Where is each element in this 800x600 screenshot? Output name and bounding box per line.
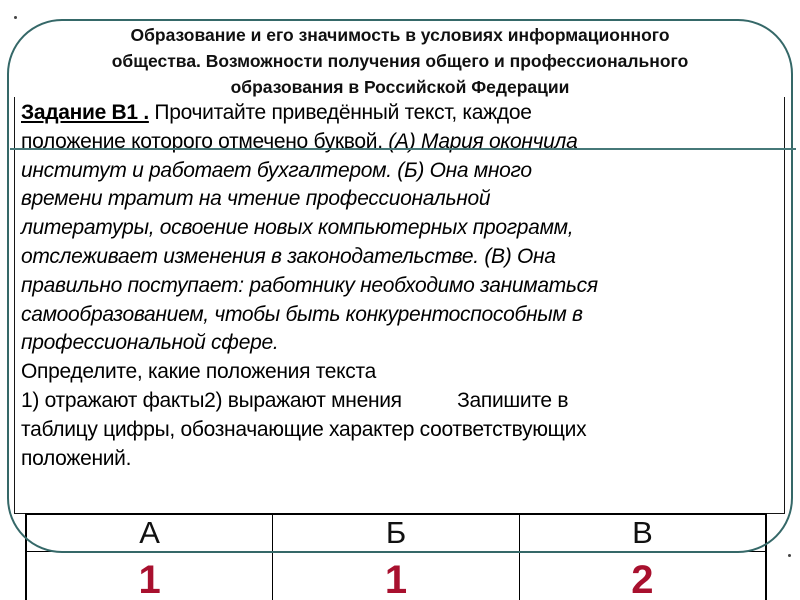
answer-table-header-cell: Б — [273, 514, 520, 552]
task-text-segment: Определите, какие положения текста — [21, 360, 376, 384]
task-text-line — [21, 358, 598, 387]
slide-title — [70, 22, 730, 100]
task-text-line — [21, 272, 598, 301]
slide-title-line: образования в Российской Федерации — [230, 77, 570, 97]
task-text-line — [21, 387, 598, 416]
task-text-segment: правильно поступает: работнику необходимо заниматься — [21, 273, 598, 297]
answer-digit: 1 — [384, 558, 408, 600]
slide-title-line: Образование и его значимость в условиях информационного — [130, 25, 670, 45]
task-text-segment: литературы, освоение новых компьютерных программ, — [21, 216, 574, 240]
task-text-line — [21, 416, 598, 445]
task-text-line — [21, 128, 598, 157]
answer-table-answer-cell — [26, 552, 273, 600]
task-text-segment: Задание В1 . — [21, 101, 149, 124]
task-text-segment: времени тратит на чтение профессиональной — [21, 187, 491, 211]
task-text — [21, 99, 598, 473]
answer-table-answer-cell — [519, 552, 766, 600]
task-text-segment: 1) отражают факты2) выражают мнения Запишите в — [21, 388, 569, 412]
answer-table-header-row — [26, 514, 766, 552]
answer-digit: 1 — [138, 558, 161, 600]
task-text-segment: профессиональной сфере. — [21, 331, 279, 355]
answer-table-answer-cell — [273, 552, 520, 600]
task-text-segment: положение которого отмечено буквой. — [21, 129, 389, 153]
task-text-segment: институт и работает бухгалтером. (Б) Она много — [21, 158, 532, 182]
task-text-segment: (А) Мария окончила — [388, 129, 578, 153]
task-text-segment: положений. — [21, 446, 132, 470]
stray-dot-top-left — [14, 16, 17, 19]
task-text-segment: таблицу цифры, обозначающие характер соответствующих — [21, 417, 587, 441]
task-text-line — [21, 157, 598, 186]
answer-table — [25, 513, 767, 600]
task-text-line — [21, 99, 598, 128]
stray-dot-bottom-right — [788, 554, 791, 557]
task-text-segment: самообразованием, чтобы быть конкурентоспособным в — [21, 302, 583, 326]
task-text-segment: Прочитайте приведённый текст, каждое — [148, 101, 532, 124]
task-text-line — [21, 301, 598, 330]
task-text-segment: отслеживает изменения в законодательстве. (В) Она — [21, 244, 556, 268]
answer-digit: 2 — [631, 558, 654, 600]
answer-table-header-cell: В — [519, 514, 766, 552]
task-text-line — [21, 185, 598, 214]
answer-table-header-cell: А — [26, 514, 273, 552]
task-text-line — [21, 329, 598, 358]
task-text-line — [21, 243, 598, 272]
slide-title-line: общества. Возможности получения общего и профессионального — [111, 51, 689, 71]
task-text-line — [21, 214, 598, 243]
task-text-line — [21, 445, 598, 474]
answer-table-answer-row — [26, 552, 766, 600]
